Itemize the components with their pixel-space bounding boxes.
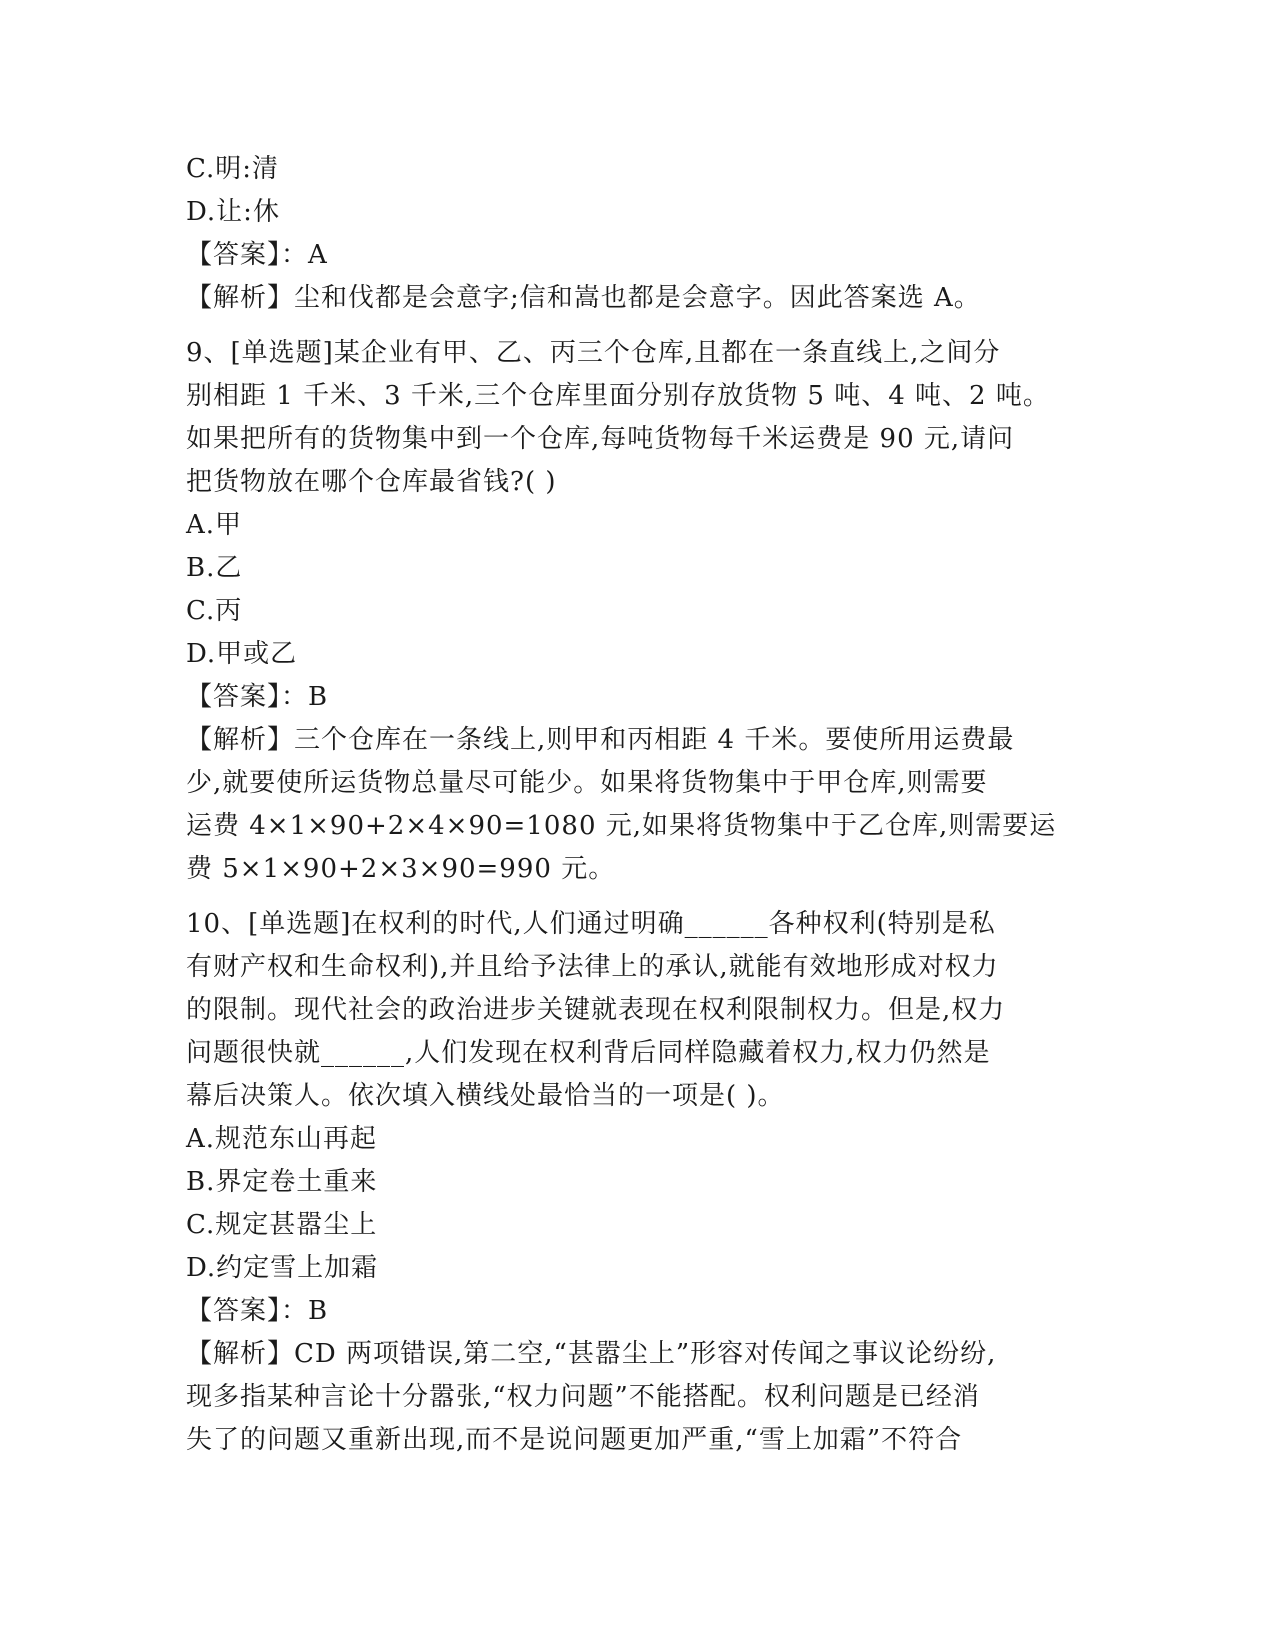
- q9-answer: 【答案】：B: [186, 682, 329, 712]
- q8-analysis: 【解析】尘和伐都是会意字;信和嵩也都是会意字。因此答案选 A。: [186, 283, 981, 313]
- q9-stem-line: 9、[单选题]某企业有甲、乙、丙三个仓库,且都在一条直线上,之间分: [186, 338, 1001, 368]
- q8-option-d: D.让:休: [186, 197, 280, 227]
- q10-option-d: D.约定雪上加霜: [186, 1253, 379, 1283]
- q9-option-d: D.甲或乙: [186, 639, 298, 669]
- q9-analysis-line: 运费 4×1×90+2×4×90=1080 元,如果将货物集中于乙仓库,则需要运: [186, 811, 1057, 841]
- q10-stem-line: 的限制。现代社会的政治进步关键就表现在权利限制权力。但是,权力: [186, 995, 1006, 1025]
- question-10: [186, 903, 1086, 1462]
- q10-option-c: C.规定甚嚣尘上: [186, 1210, 378, 1240]
- q9-stem-line: 如果把所有的货物集中到一个仓库,每吨货物每千米运费是 90 元,请问: [186, 424, 1015, 454]
- q10-answer: 【答案】：B: [186, 1296, 329, 1326]
- q9-option-a: A.甲: [186, 510, 243, 540]
- q9-option-b: B.乙: [186, 553, 243, 583]
- document-page: [186, 148, 1086, 1462]
- question-9: [186, 332, 1086, 891]
- q10-stem-line: 问题很快就______,人们发现在权利背后同样隐藏着权力,权力仍然是: [186, 1038, 991, 1068]
- q9-option-c: C.丙: [186, 596, 243, 626]
- q9-analysis-line: 【解析】三个仓库在一条线上,则甲和丙相距 4 千米。要使所用运费最: [186, 725, 1015, 755]
- q9-stem-line: 别相距 1 千米、3 千米,三个仓库里面分别存放货物 5 吨、4 吨、2 吨。: [186, 381, 1050, 411]
- q8-option-c: C.明:清: [186, 154, 279, 184]
- q10-analysis-line: 现多指某种言论十分嚣张,“权力问题”不能搭配。权利问题是已经消: [186, 1382, 980, 1412]
- q10-stem-line: 10、[单选题]在权利的时代,人们通过明确______各种权利(特别是私: [186, 909, 996, 939]
- q8-answer: 【答案】：A: [186, 240, 328, 270]
- q10-stem-line: 幕后决策人。依次填入横线处最恰当的一项是( )。: [186, 1081, 785, 1111]
- q9-analysis-line: 费 5×1×90+2×3×90=990 元。: [186, 854, 616, 884]
- q10-option-b: B.界定卷土重来: [186, 1167, 378, 1197]
- q9-stem-line: 把货物放在哪个仓库最省钱?( ): [186, 467, 557, 497]
- q10-stem-line: 有财产权和生命权利),并且给予法律上的承认,就能有效地形成对权力: [186, 952, 999, 982]
- q10-option-a: A.规范东山再起: [186, 1124, 378, 1154]
- q8-tail: [186, 148, 1086, 320]
- q9-analysis-line: 少,就要使所运货物总量尽可能少。如果将货物集中于甲仓库,则需要: [186, 768, 988, 798]
- q10-analysis-line: 【解析】CD 两项错误,第二空,“甚嚣尘上”形容对传闻之事议论纷纷,: [186, 1339, 997, 1369]
- q10-analysis-line: 失了的问题又重新出现,而不是说问题更加严重,“雪上加霜”不符合: [186, 1425, 963, 1455]
